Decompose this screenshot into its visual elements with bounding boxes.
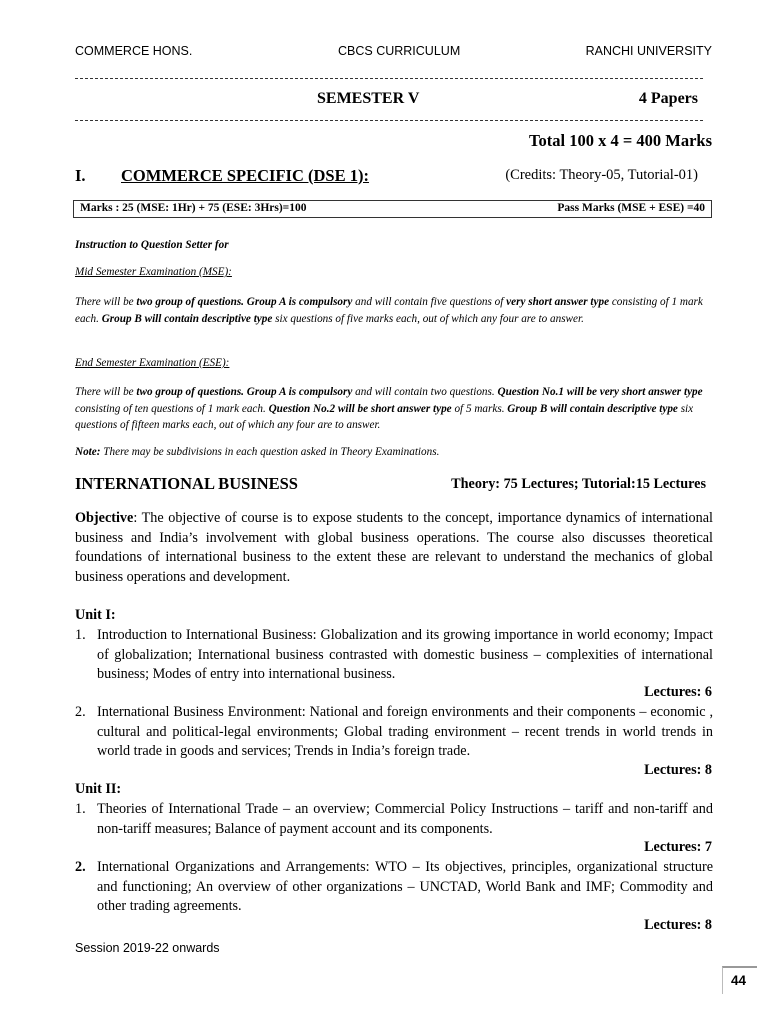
ese-text: and will contain two questions.	[352, 386, 498, 398]
section-number: I.	[75, 166, 86, 185]
header-center: CBCS CURRICULUM	[338, 44, 461, 58]
mse-instruction	[75, 294, 715, 327]
ese-text: consisting of ten questions of 1 mark each.	[75, 402, 269, 415]
ese-instruction	[75, 384, 715, 434]
mse-text: six questions of five marks each, out of which any four are to answer.	[272, 312, 584, 325]
item-text: International Business Environment: National and foreign environments and their components – economic , cultural and political-legal environments; Global trading environment – recent trends in world trends in world trade in goods and services; Trends in India’s foreign trade.	[97, 704, 713, 759]
session-footer: Session 2019-22 onwards	[75, 941, 220, 955]
lectures-count: Lectures: 8	[644, 762, 712, 778]
unit-title: Unit II:	[75, 781, 122, 797]
mse-text: and will contain five questions of	[352, 296, 507, 308]
objective-paragraph	[75, 509, 713, 587]
item-number: 2.	[75, 704, 86, 720]
unit-title: Unit I:	[75, 607, 116, 623]
mse-heading: Mid Semester Examination (MSE):	[75, 266, 232, 278]
mse-text: There will be	[75, 296, 137, 308]
item-number: 1.	[75, 627, 86, 643]
mse-bold: Group B will contain descriptive type	[101, 312, 273, 325]
page-number-box	[722, 966, 757, 994]
ese-bold: Question No.1 will be very short answer type	[497, 386, 703, 398]
course-lectures: Theory: 75 Lectures; Tutorial:15 Lectures	[451, 476, 706, 492]
note	[75, 444, 715, 461]
credits-text: (Credits: Theory-05, Tutorial-01)	[505, 167, 698, 183]
ese-heading: End Semester Examination (ESE):	[75, 357, 230, 369]
marks-box	[73, 200, 712, 218]
total-marks: Total 100 x 4 = 400 Marks	[529, 131, 712, 150]
pass-marks-text: Pass Marks (MSE + ESE) =40	[557, 202, 705, 214]
list-item	[75, 703, 713, 762]
lectures-count: Lectures: 6	[644, 684, 712, 700]
ese-bold: Group B will contain descriptive type	[507, 402, 678, 415]
list-item	[75, 858, 713, 917]
section-title: COMMERCE SPECIFIC (DSE 1):	[121, 166, 369, 185]
page-number: 44	[731, 973, 747, 988]
course-title: INTERNATIONAL BUSINESS	[75, 474, 298, 493]
objective-label: Objective	[75, 510, 134, 526]
note-label: Note:	[75, 446, 101, 458]
ese-bold: Question No.2 will be short answer type	[268, 402, 452, 415]
note-text: There may be subdivisions in each question asked in Theory Examinations.	[100, 446, 440, 458]
ese-text: of 5 marks.	[451, 402, 508, 415]
ese-bold: two group of questions. Group A is compulsory	[136, 386, 353, 398]
objective-text: : The objective of course is to expose students to the concept, importance dynamics of international business and India’s involvement with global business operations. The course also discusses theoretical foundations of international business to the extent these are relevant to understand the mechanics of global business operations and development.	[75, 510, 713, 585]
mse-bold: two group of questions. Group A is compulsory	[136, 296, 353, 308]
papers-count: 4 Papers	[638, 90, 698, 107]
header-left: COMMERCE HONS.	[75, 44, 193, 58]
lectures-count: Lectures: 7	[644, 839, 712, 855]
divider-top	[75, 78, 703, 79]
item-number: 2.	[75, 859, 86, 875]
header-right: RANCHI UNIVERSITY	[585, 44, 712, 58]
item-text: International Organizations and Arrangements: WTO – Its objectives, principles, organizational structure and functioning; An overview of other organizations – UNCTAD, World Bank and IMF; Commodity and other trading agreements.	[97, 859, 713, 914]
list-item	[75, 626, 713, 685]
item-text: Introduction to International Business: Globalization and its growing importance in world economy; Impact of globalization; International business contrasted with domestic business – complexities of international business; Modes of entry into international business.	[97, 627, 713, 682]
ese-text: There will be	[75, 386, 137, 398]
item-text: Theories of International Trade – an overview; Commercial Policy Instructions – tariff and non-tariff and non-tariff measures; Balance of payment account and its components.	[97, 801, 713, 837]
mse-text: consisting of 1 mark each.	[75, 296, 703, 325]
ese-text: six questions of fifteen marks each, out of which any four are to answer.	[75, 402, 694, 431]
semester-title: SEMESTER V	[317, 90, 420, 107]
divider-bottom	[75, 120, 703, 121]
lectures-count: Lectures: 8	[644, 917, 712, 933]
item-number: 1.	[75, 801, 86, 817]
instruction-heading: Instruction to Question Setter for	[75, 239, 229, 251]
marks-text: Marks : 25 (MSE: 1Hr) + 75 (ESE: 3Hrs)=100	[80, 202, 307, 214]
mse-bold: very short answer type	[506, 296, 610, 308]
list-item	[75, 800, 713, 839]
